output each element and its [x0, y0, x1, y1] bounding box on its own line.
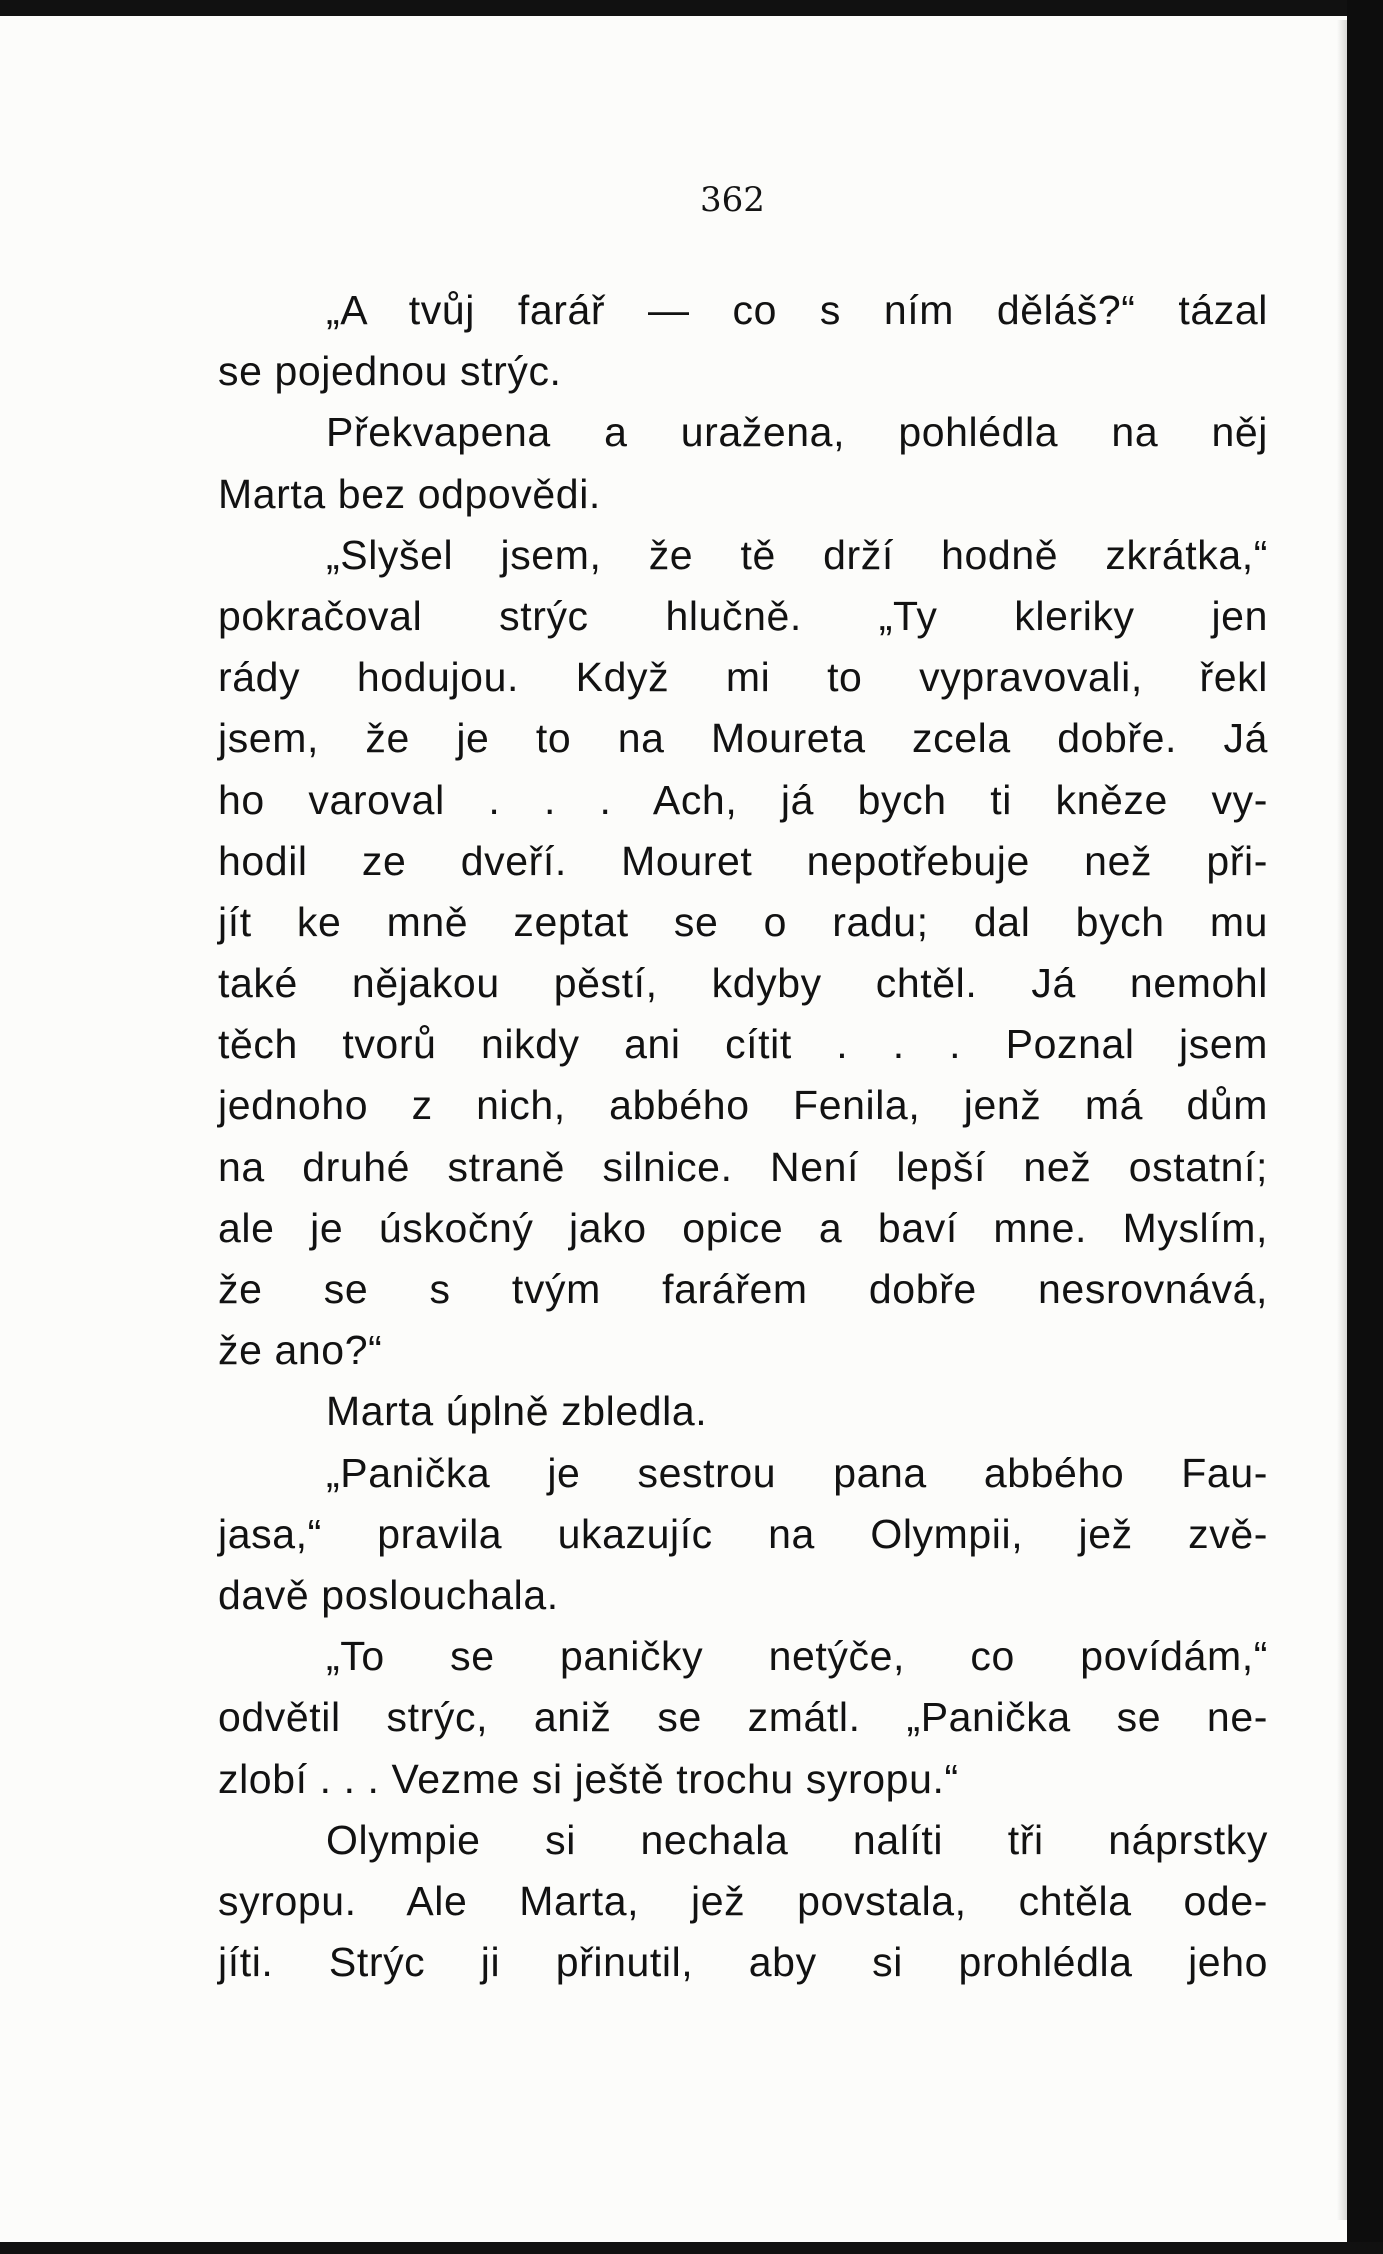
text-line: jít ke mně zeptat se o radu; dal bych mu	[218, 898, 1268, 945]
text-line: Olympie si nechala nalíti tři náprstky	[326, 1816, 1268, 1863]
scan-edge-right	[1347, 0, 1383, 2254]
text-line: davě poslouchala.	[218, 1571, 559, 1618]
text-line: syropu. Ale Marta, jež povstala, chtěla ode-	[218, 1877, 1268, 1924]
text-line: „Panička je sestrou pana abbého Fau-	[326, 1449, 1268, 1496]
scan-edge-bottom	[0, 2242, 1383, 2254]
text-line: Marta bez odpovědi.	[218, 470, 601, 517]
text-line: Překvapena a uražena, pohlédla na něj	[326, 409, 1268, 456]
scan-edge-top	[0, 0, 1383, 16]
page-edge-shadow	[1337, 20, 1347, 2220]
text-line: že se s tvým farářem dobře nesrovnává,	[218, 1266, 1268, 1312]
body-text	[218, 280, 1268, 1993]
text-line: jsem, že je to na Moureta zcela dobře. Já	[218, 715, 1268, 762]
text-line: ho varoval . . . Ach, já bych ti kněze vy-	[218, 776, 1268, 823]
text-line: „Slyšel jsem, že tě drží hodně zkrátka,“	[326, 531, 1268, 578]
text-line: těch tvorů nikdy ani cítit . . . Poznal jsem	[218, 1021, 1268, 1068]
text-line: ale je úskočný jako opice a baví mne. Myslím,	[218, 1204, 1268, 1251]
page-number: 362	[700, 180, 765, 220]
text-line: odvětil strýc, aniž se zmátl. „Panička se ne-	[218, 1694, 1268, 1741]
text-line: také nějakou pěstí, kdyby chtěl. Já nemohl	[218, 960, 1268, 1007]
text-line: „To se paničky netýče, co povídám,“	[326, 1633, 1268, 1680]
text-line: pokračoval strýc hlučně. „Ty kleriky jen	[218, 592, 1268, 639]
text-line: „A tvůj farář — co s ním děláš?“ tázal	[326, 287, 1268, 333]
text-line: jednoho z nich, abbého Fenila, jenž má dům	[218, 1082, 1268, 1129]
text-line: se pojednou strýc.	[218, 348, 562, 395]
text-line: jíti. Strýc ji přinutil, aby si prohlédla jeho	[218, 1939, 1268, 1986]
text-line: jasa,“ pravila ukazujíc na Olympii, jež zvě-	[218, 1510, 1268, 1557]
text-line: hodil ze dveří. Mouret nepotřebuje než při-	[218, 837, 1268, 884]
text-line: na druhé straně silnice. Není lepší než ostatní;	[218, 1143, 1268, 1190]
text-line: Marta úplně zbledla.	[326, 1388, 708, 1435]
text-line: zlobí . . . Vezme si ještě trochu syropu.“	[218, 1755, 959, 1802]
text-line: rády hodujou. Když mi to vypravovali, řekl	[218, 654, 1268, 701]
text-line: že ano?“	[218, 1327, 383, 1374]
